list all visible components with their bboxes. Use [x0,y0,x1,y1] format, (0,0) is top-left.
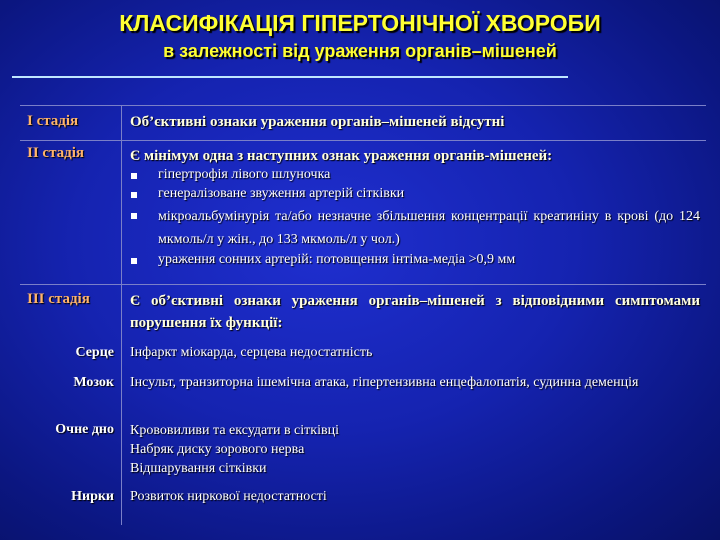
slide-subtitle: в залежності від ураження органів–мішеней [163,41,557,61]
bullet-icon [131,192,137,198]
title-underline [12,76,568,78]
stage-2-bullet: мікроальбумінурія та/або незначне збільшення концентрації креатиніну в крові (до 124 мкмоль/л у жін., до 133 мкмоль/л у чол.) [158,209,700,247]
table-top-border [20,105,706,106]
organ-description-eye-fundus-line: Набряк диску зорового нерва [130,442,305,457]
organ-description-eye-fundus-line: Відшарування сітківки [130,461,267,476]
table-column-divider [121,105,122,525]
bullet-icon [131,173,137,179]
stage-3-label: III стадія [27,291,90,307]
stage-2-bullet: генералізоване звуження артерій сітківки [158,186,405,201]
stage-2-bullet: гіпертрофія лівого шлуночка [158,167,331,182]
bullet-icon [131,258,137,264]
slide-title: КЛАСИФІКАЦІЯ ГІПЕРТОНІЧНОЇ ХВОРОБИ [119,10,601,36]
table-row-divider [20,140,706,141]
stage-3-heading: Є об’єктивні ознаки ураження органів–мішеней з відповідними симптомами порушення їх функції: [130,293,700,331]
organ-label-kidneys: Нирки [71,489,114,504]
organ-label-heart: Серце [75,345,114,360]
organ-description-heart: Інфаркт міокарда, серцева недостатність [130,345,373,360]
stage-2-bullet: ураження сонних артерій: потовщення інтіма-медіа >0,9 мм [158,252,516,267]
stage-1-heading: Об’єктивні ознаки ураження органів–мішеней відсутні [130,114,505,130]
stage-2-label: II стадія [27,145,85,161]
organ-label-eye-fundus: Очне дно [55,422,114,437]
organ-description-brain: Інсульт, транзиторна ішемічна атака, гіпертензивна енцефалопатія, судинна деменція [130,375,639,390]
organ-label-brain: Мозок [73,375,114,390]
organ-description-eye-fundus-line: Крововиливи та ексудати в сітківці [130,423,339,438]
stage-1-label: I стадія [27,113,79,129]
organ-description-kidneys: Розвиток ниркової недостатності [130,489,327,504]
stage-2-heading: Є мінімум одна з наступних ознак ураження органів-мішеней: [130,148,553,164]
table-row-divider [20,284,706,285]
bullet-icon [131,213,137,219]
